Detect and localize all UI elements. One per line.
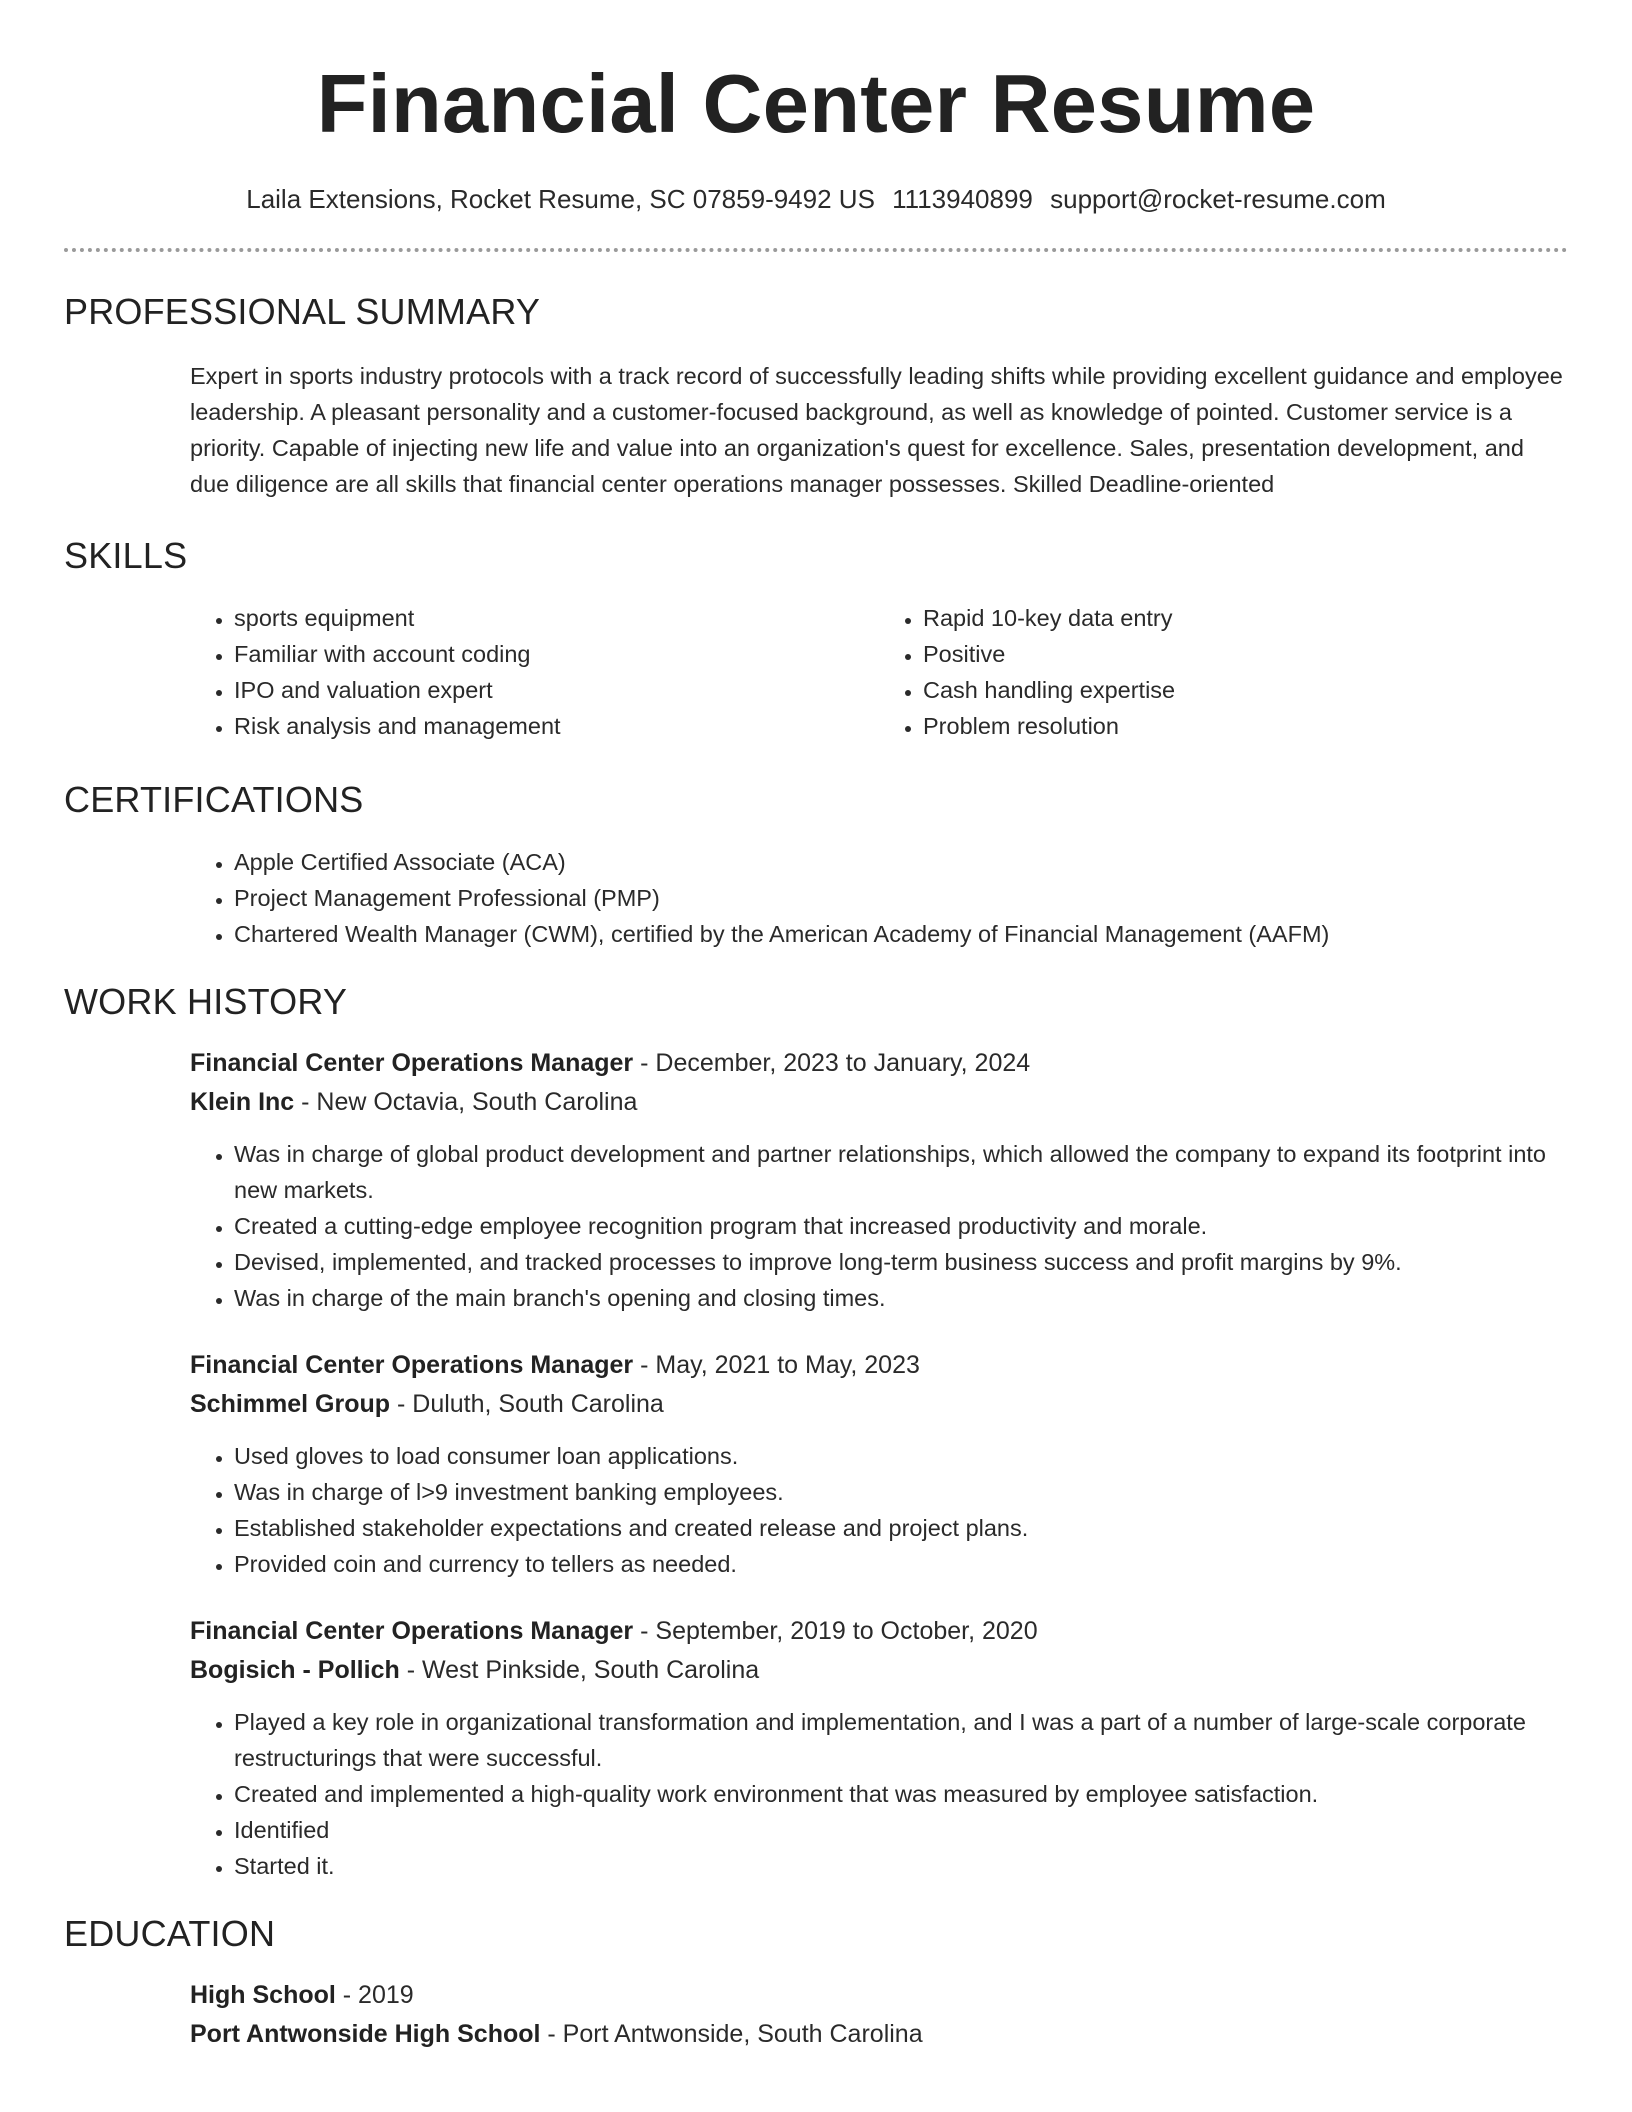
job-dates: - December, 2023 to January, 2024 — [633, 1049, 1031, 1077]
job-bullet: • Was in charge of global product development and partner relationships, which allowed the company to expand its footprint into new markets. — [234, 1136, 1568, 1208]
skill-item: • Risk analysis and management — [234, 708, 879, 744]
job-title: Financial Center Operations Manager — [190, 1351, 634, 1379]
job-title-line — [190, 1612, 1568, 1651]
skills-section — [64, 536, 1568, 744]
certifications-list — [190, 844, 1568, 952]
education-location: - Port Antwonside, South Carolina — [540, 2020, 923, 2048]
contact-address: Laila Extensions, Rocket Resume, SC 07859-9492 US — [246, 184, 875, 214]
work-history-heading: WORK HISTORY — [64, 981, 348, 1022]
certification-item: • Apple Certified Associate (ACA) — [234, 844, 1568, 880]
job-bullet: • Established stakeholder expectations and created release and project plans. — [234, 1510, 1568, 1546]
certifications-section — [64, 780, 1568, 952]
skills-list-left — [190, 600, 879, 744]
education-section — [64, 1914, 1568, 2054]
summary-text: Expert in sports industry protocols with a track record of successfully leading shifts while providing excellent guidance and employee leadership. A pleasant personality and a customer-focused background, as well as knowledge of pointed. Customer service is a priority. Capable of injecting new life and value into an organization's quest for excellence. Sales, presentation development, and due diligence are all skills that financial center operations manager possesses. Skilled Deadline-oriented — [190, 363, 1563, 497]
skill-item: • Rapid 10-key data entry — [923, 600, 1568, 636]
certification-item: • Project Management Professional (PMP) — [234, 880, 1568, 916]
education-heading: EDUCATION — [64, 1913, 276, 1954]
job-bullet: • Played a key role in organizational transformation and implementation, and I was a part of a number of large-scale corporate restructurings that were successful. — [234, 1704, 1568, 1776]
skill-item: • Problem resolution — [923, 708, 1568, 744]
job-title: Financial Center Operations Manager — [190, 1617, 634, 1645]
job-bullet: • Was in charge of l>9 investment banking employees. — [234, 1474, 1568, 1510]
job-company-line — [190, 1385, 1568, 1424]
contact-line — [64, 184, 1568, 214]
job-company: Schimmel Group — [190, 1390, 391, 1418]
job-title: Financial Center Operations Manager — [190, 1049, 634, 1077]
job-title-line — [190, 1346, 1568, 1385]
job-company: Klein Inc — [190, 1088, 295, 1116]
job-entry — [190, 1346, 1568, 1582]
job-bullet: • Started it. — [234, 1848, 1568, 1884]
job-location: - West Pinkside, South Carolina — [399, 1656, 760, 1684]
job-entry — [190, 1044, 1568, 1316]
work-history-section — [64, 982, 1568, 1884]
certifications-heading: CERTIFICATIONS — [64, 779, 364, 820]
job-bullet: • Created and implemented a high-quality work environment that was measured by employee satisfaction. — [234, 1776, 1568, 1812]
education-year: - 2019 — [335, 1981, 414, 2009]
contact-phone: 1113940899 — [892, 184, 1033, 214]
job-entry — [190, 1612, 1568, 1884]
skill-item: • IPO and valuation expert — [234, 672, 879, 708]
job-title-line — [190, 1044, 1568, 1083]
resume-title: Financial Center Resume — [316, 57, 1316, 150]
certification-item: • Chartered Wealth Manager (CWM), certified by the American Academy of Financial Management (AAFM) — [234, 916, 1568, 952]
education-school: Port Antwonside High School — [190, 2020, 541, 2048]
job-dates: - May, 2021 to May, 2023 — [633, 1351, 920, 1379]
contact-email: support@rocket-resume.com — [1050, 184, 1386, 214]
summary-heading: PROFESSIONAL SUMMARY — [64, 291, 541, 332]
education-degree: High School — [190, 1981, 336, 2009]
job-location: - New Octavia, South Carolina — [294, 1088, 638, 1116]
job-bullet: • Provided coin and currency to tellers as needed. — [234, 1546, 1568, 1582]
skill-item: • Positive — [923, 636, 1568, 672]
job-company-line — [190, 1083, 1568, 1122]
job-bullets — [190, 1438, 1568, 1582]
summary-section — [64, 292, 1568, 502]
job-company-line — [190, 1651, 1568, 1690]
job-bullet: • Identified — [234, 1812, 1568, 1848]
job-bullets — [190, 1704, 1568, 1884]
header-divider — [64, 248, 1568, 252]
job-dates: - September, 2019 to October, 2020 — [633, 1617, 1038, 1645]
job-bullet: • Was in charge of the main branch's opening and closing times. — [234, 1280, 1568, 1316]
skills-heading: SKILLS — [64, 535, 188, 576]
skill-item: • Cash handling expertise — [923, 672, 1568, 708]
job-bullets — [190, 1136, 1568, 1316]
education-degree-line — [190, 1976, 1568, 2015]
job-bullet: • Devised, implemented, and tracked processes to improve long-term business success and profit margins by 9%. — [234, 1244, 1568, 1280]
education-school-line — [190, 2015, 1568, 2054]
job-location: - Duluth, South Carolina — [390, 1390, 664, 1418]
skill-item: • sports equipment — [234, 600, 879, 636]
skills-list-right — [879, 600, 1568, 744]
job-company: Bogisich - Pollich — [190, 1656, 400, 1684]
skill-item: • Familiar with account coding — [234, 636, 879, 672]
job-bullet: • Used gloves to load consumer loan applications. — [234, 1438, 1568, 1474]
job-bullet: • Created a cutting-edge employee recognition program that increased productivity and morale. — [234, 1208, 1568, 1244]
